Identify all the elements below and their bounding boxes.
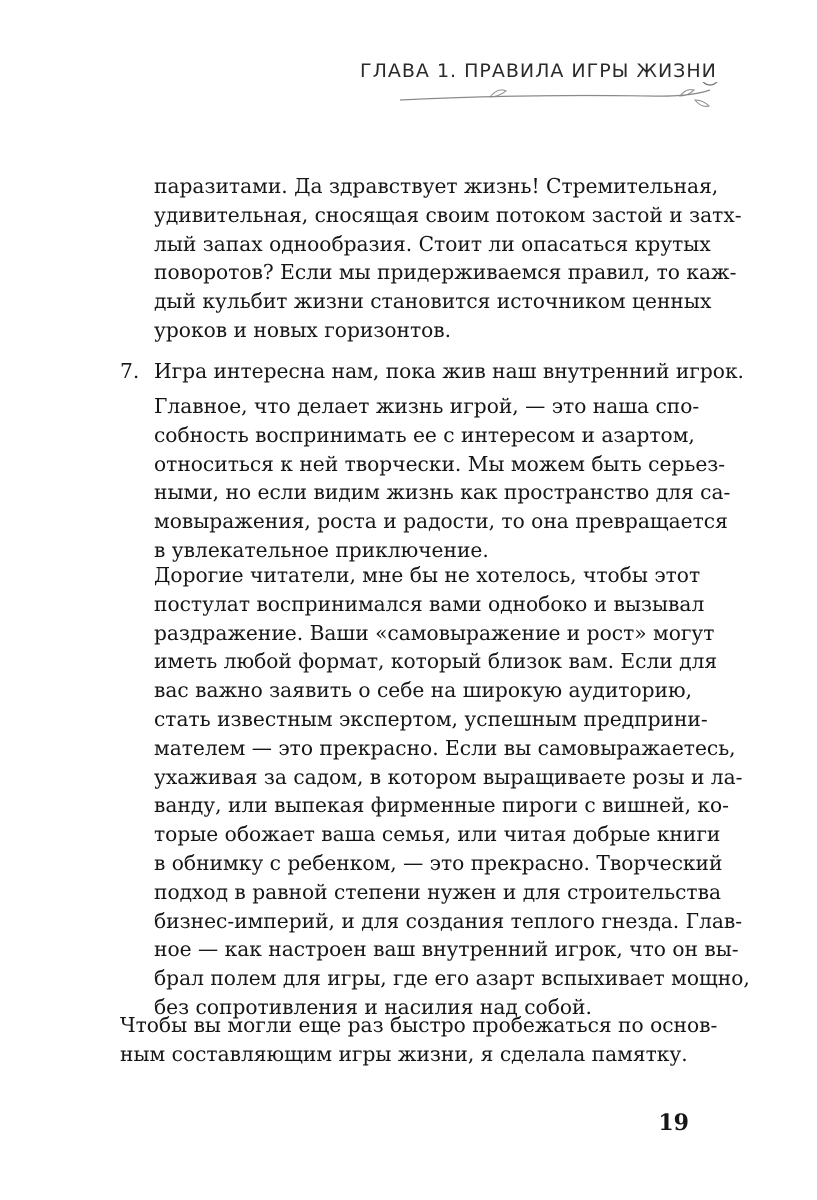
text-line: бизнес-империй, и для создания теплого гнезда. Глав- [154,908,743,933]
text-line: иметь любой формат, который близок вам. Если для [154,649,718,674]
page-number: 19 [658,1110,689,1136]
rose-branch-icon [400,82,720,112]
text-line: без сопротивления и насилия над собой. [154,994,592,1019]
text-line: Дорогие читатели, мне бы не хотелось, чтобы этот [154,563,701,587]
text-line: поворотов? Если мы придерживаемся правил, то каж- [154,260,737,285]
text-line: торые обожает ваша семья, или читая добрые книги [154,822,721,847]
text-line: раздражение. Ваши «самовыражение и рост» могут [154,620,715,645]
text-line: относиться к ней творчески. Мы можем быть серьез- [154,451,726,476]
text-line: мателем — это прекрасно. Если вы самовыражаетесь, [154,735,736,760]
paragraph-1 [154,172,742,345]
text-line: ным составляющим игры жизни, я сделала памятку. [120,1041,688,1066]
paragraph-4 [120,1011,718,1069]
text-line: ное — как настроен ваш внутренний игрок, что он вы- [154,937,739,962]
paragraph-2 [154,392,731,565]
text-line: дый кульбит жизни становится источником ценных [154,289,712,314]
text-line: уроков и новых горизонтов. [154,317,452,342]
text-line: Чтобы вы могли еще раз быстро пробежаться по основ- [120,1013,718,1037]
text-line: в увлекательное приключение. [154,537,489,562]
text-line: ухаживая за садом, в котором выращиваете розы и ла- [154,764,743,789]
running-header [360,60,720,110]
text-line: собность воспринимать ее с интересом и азартом, [154,422,695,447]
text-line: подход в равной степени нужен и для строительства [154,879,721,904]
text-line: лый запах однообразия. Стоит ли опасаться крутых [154,231,711,256]
paragraph-3 [154,561,750,1022]
text-line: удивительная, сносящая своим потоком застой и затх- [154,202,742,227]
text-line: Игра интересна нам, пока жив наш внутренний игрок. [154,359,744,383]
text-line: мовыражения, роста и радости, то она превращается [154,509,728,534]
text-line: стать известным экспертом, успешным предприни- [154,706,708,731]
text-line: ванду, или выпекая фирменные пироги с вишней, ко- [154,793,729,818]
text-line: брал полем для игры, где его азарт вспыхивает мощно, [154,966,750,991]
text-line: ными, но если видим жизнь как пространство для са- [154,480,731,505]
list-item-number: 7. [120,359,140,383]
text-line: постулат воспринимался вами однобоко и вызывал [154,591,705,616]
text-line: паразитами. Да здравствует жизнь! Стремительная, [154,174,719,198]
list-item-heading [154,357,744,386]
text-line: вас важно заявить о себе на широкую аудиторию, [154,678,692,703]
chapter-title: ГЛАВА 1. ПРАВИЛА ИГРЫ ЖИЗНИ [360,60,717,82]
text-line: в обнимку с ребенком, — это прекрасно. Творческий [154,850,723,875]
text-line: Главное, что делает жизнь игрой, — это наша спо- [154,394,700,418]
